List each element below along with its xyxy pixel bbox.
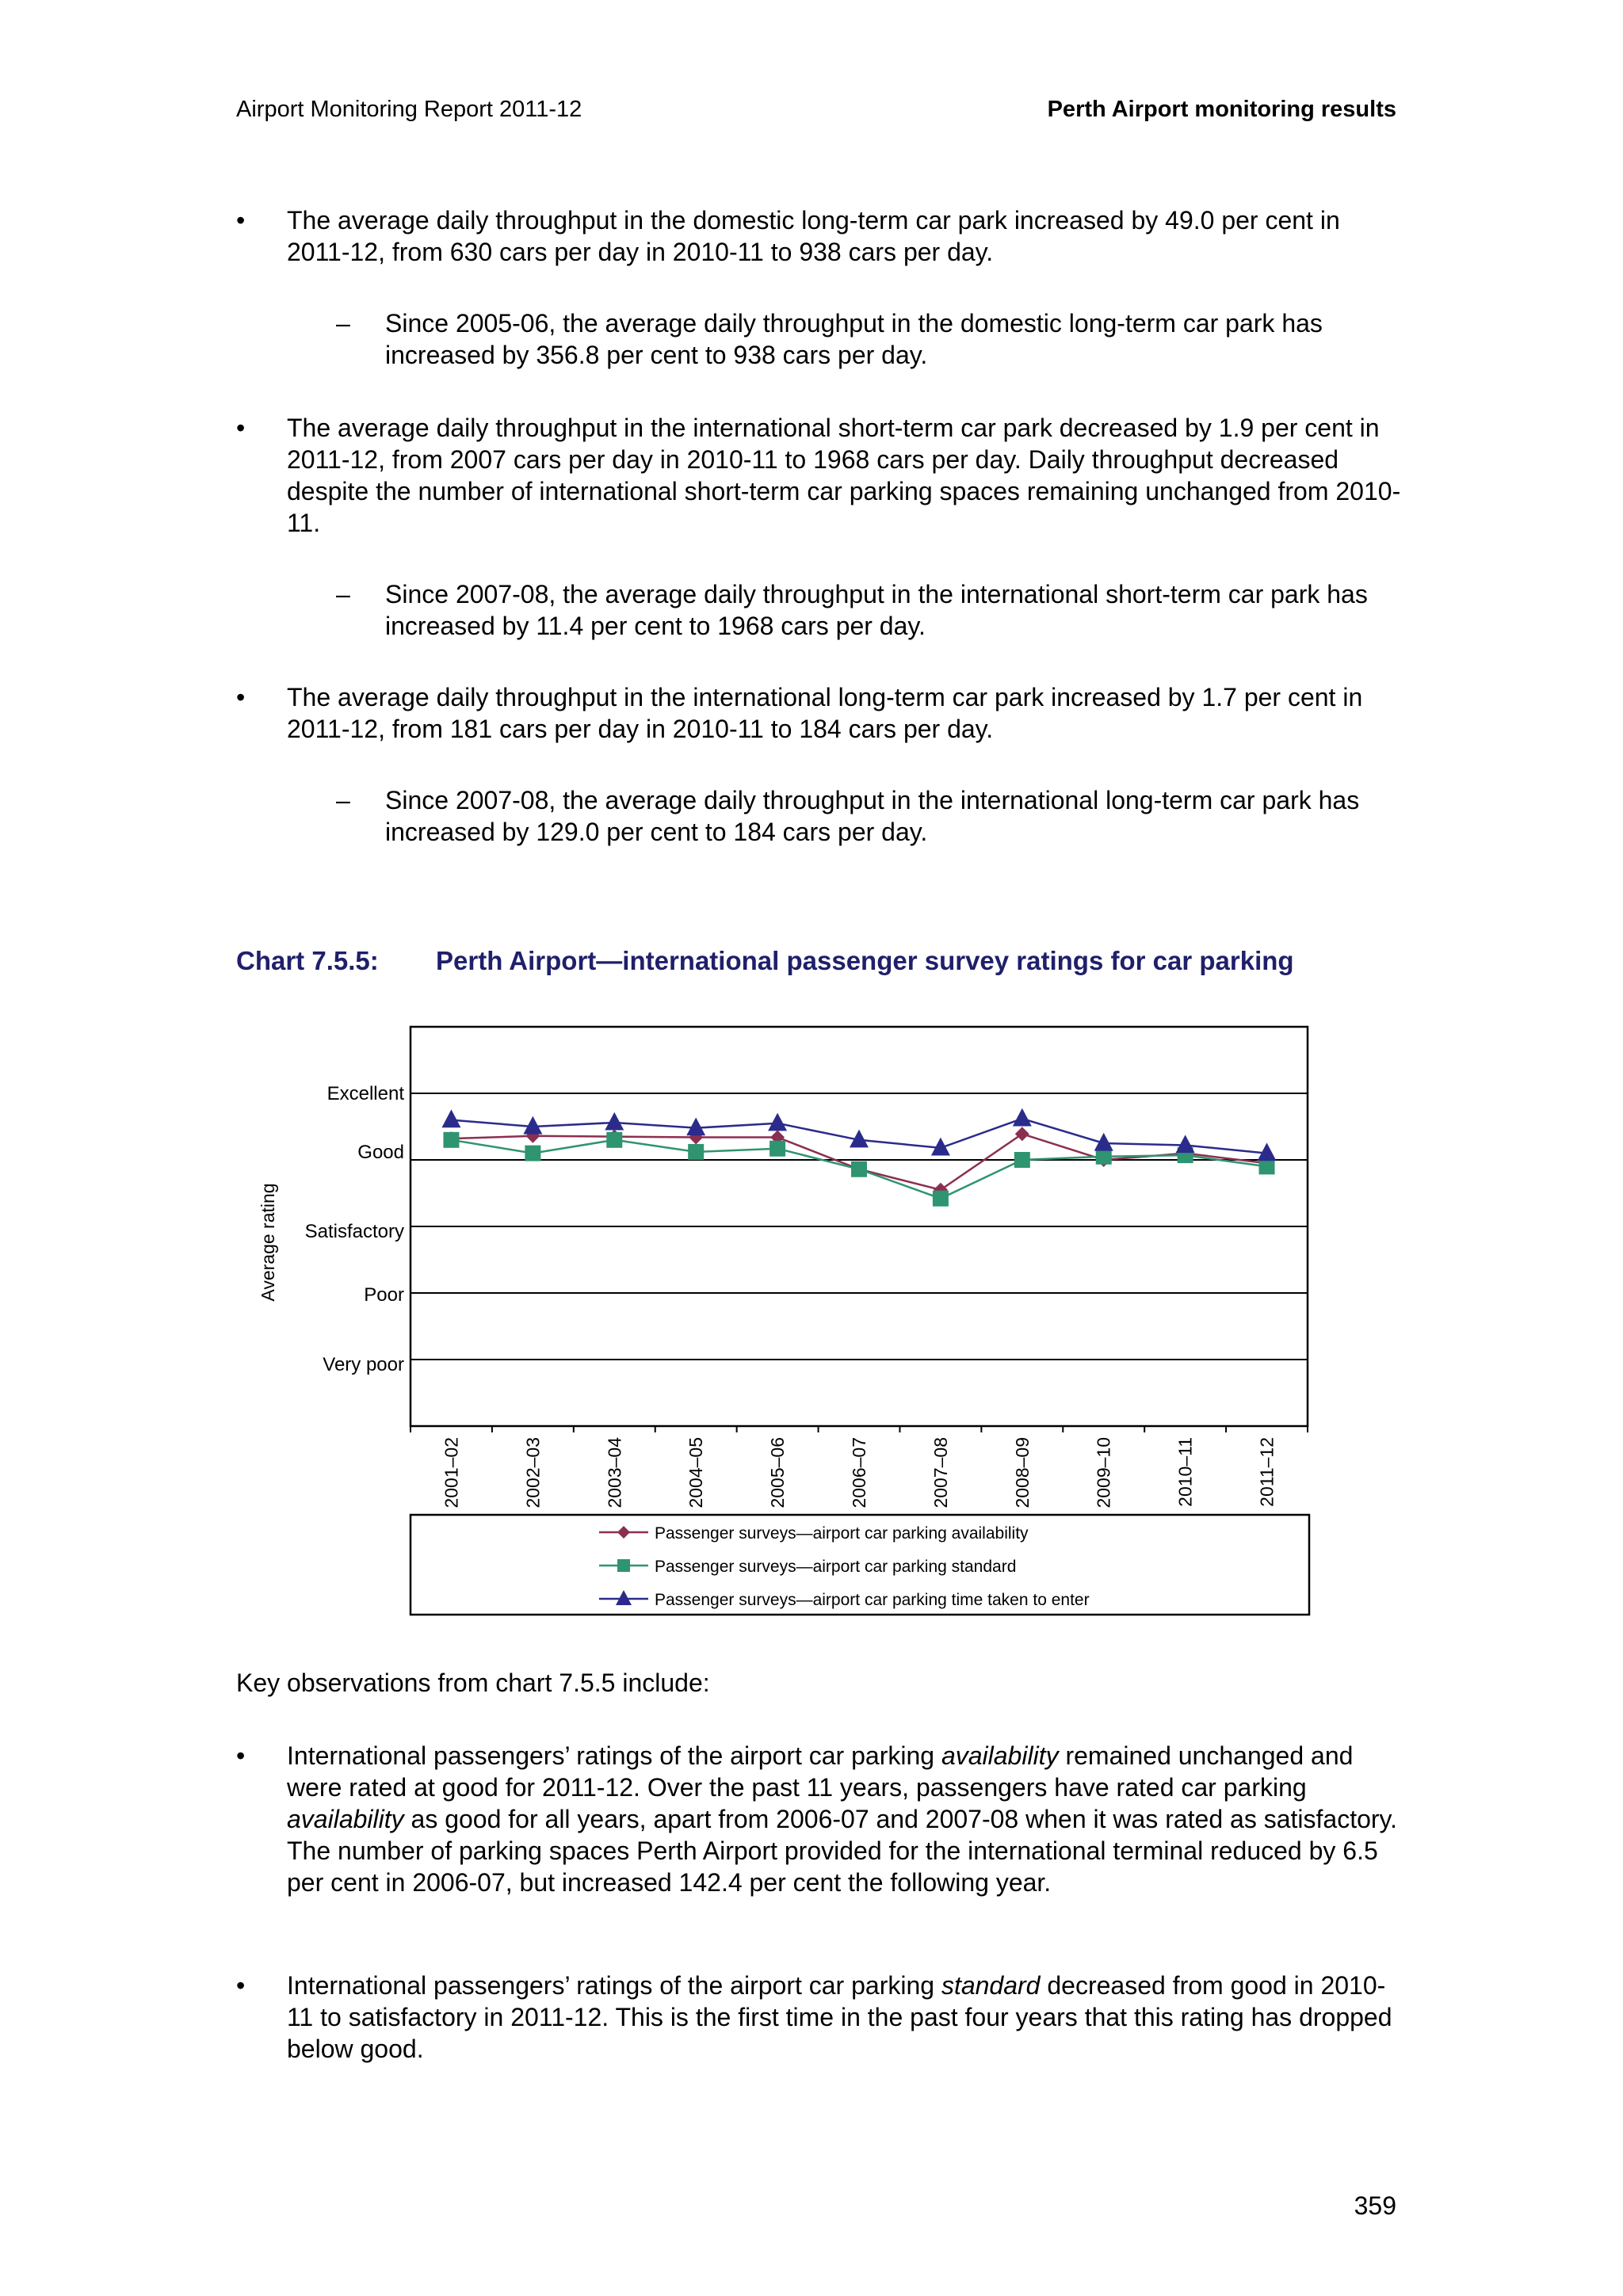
legend-entry <box>599 1590 1090 1609</box>
x-tick-label: 2007–08 <box>930 1437 951 1508</box>
key-observations-intro: Key observations from chart 7.5.5 include: <box>236 1669 710 1697</box>
x-tick-label: 2003–04 <box>604 1437 625 1508</box>
plot-area <box>411 1027 1308 1432</box>
sub-bullet-dash: – <box>336 580 350 608</box>
x-tick-label: 2008–09 <box>1011 1437 1033 1508</box>
data-point <box>1259 1158 1275 1174</box>
y-tick-labels <box>305 1083 405 1375</box>
x-tick-label: 2002–03 <box>522 1437 544 1508</box>
x-tick-label: 2011–12 <box>1256 1437 1277 1507</box>
bullet-dot: • <box>236 206 246 235</box>
y-tick-label: Good <box>357 1142 404 1163</box>
x-tick-label: 2001–02 <box>441 1437 462 1508</box>
data-point <box>769 1141 785 1157</box>
chart-number: Chart 7.5.5: <box>236 946 379 975</box>
bullet-dot: • <box>236 414 246 442</box>
data-point <box>1014 1152 1030 1168</box>
legend-marker <box>617 1559 630 1572</box>
data-point <box>606 1132 622 1148</box>
x-tick-label: 2005–06 <box>767 1437 789 1508</box>
sub-bullet-dash: – <box>336 786 350 814</box>
legend <box>411 1515 1309 1615</box>
data-point <box>933 1191 949 1207</box>
data-point <box>688 1144 704 1160</box>
x-tick-labels <box>441 1437 1277 1508</box>
y-axis-title-group <box>258 1183 278 1301</box>
y-tick-label: Poor <box>364 1284 404 1306</box>
bullet-dot: • <box>236 1971 246 2000</box>
x-tick-label: 2006–07 <box>849 1437 869 1508</box>
y-axis-title: Average rating <box>258 1183 278 1302</box>
x-tick-label: 2009–10 <box>1093 1437 1114 1508</box>
bullet-dot: • <box>236 1741 246 1770</box>
data-point <box>851 1161 867 1177</box>
observation-text: International passengers’ ratings of the airport car parking availability remained unchanged and were rated at good for 2011-12. Over the past 11 years, passengers have rated car parking availability as good for all years, apart from 2006-07 and 2007-08 when it was rated as satisfactory. The number of parking spaces Perth Airport provided for the international terminal reduced by 6.5 per cent in 2006-07, but increased 142.4 per cent the following year. <box>287 1741 1398 1897</box>
legend-entry <box>599 1524 1029 1543</box>
y-tick-label: Satisfactory <box>304 1221 404 1242</box>
data-point <box>443 1132 459 1148</box>
legend-label: Passenger surveys—airport car parking availability <box>655 1524 1029 1543</box>
legend-entry <box>599 1558 1016 1576</box>
chart-title: Perth Airport—international passenger survey ratings for car parking <box>436 946 1294 975</box>
sub-bullet-text: Since 2007-08, the average daily throughput in the international long-term car park has increased by 129.0 per cent to 184 cars per day. <box>385 786 1360 846</box>
legend-label: Passenger surveys—airport car parking standard <box>655 1558 1017 1576</box>
y-tick-label: Very poor <box>323 1354 404 1375</box>
data-point <box>1096 1149 1112 1165</box>
header-report-title: Airport Monitoring Report 2011-12 <box>236 97 582 122</box>
x-tick-label: 2004–05 <box>685 1437 707 1508</box>
x-tick-label: 2010–11 <box>1174 1437 1196 1507</box>
bullet-text: The average daily throughput in the international long-term car park increased by 1.7 per cent in 2011-12, from 181 cars per day in 2010-11 to 184 cars per day. <box>287 683 1363 743</box>
sub-bullet-dash: – <box>336 309 350 338</box>
bullet-dot: • <box>236 683 246 711</box>
y-tick-label: Excellent <box>327 1083 404 1104</box>
page-number: 359 <box>1354 2191 1396 2220</box>
sub-bullet-text: Since 2005-06, the average daily throughput in the domestic long-term car park has increased by 356.8 per cent to 938 cars per day. <box>385 309 1323 369</box>
bullet-text: The average daily throughput in the domestic long-term car park increased by 49.0 per cent in 2011-12, from 630 cars per day in 2010-11 to 938 cars per day. <box>287 206 1340 266</box>
legend-label: Passenger surveys—airport car parking time taken to enter <box>655 1591 1090 1609</box>
observation-text: International passengers’ ratings of the airport car parking standard decreased from good in 2010-11 to satisfactory in 2011-12. This is the first time in the past four years that this rating has dropped below good. <box>287 1971 1392 2063</box>
header-section-title: Perth Airport monitoring results <box>1047 97 1396 122</box>
bullet-text: The average daily throughput in the international short-term car park decreased by 1.9 per cent in 2011-12, from 2007 cars per day in 2010-11 to 1968 cars per day. Daily throughput decreased despite the number of international short-term car parking spaces remaining unchanged from 2010-11. <box>287 414 1401 537</box>
sub-bullet-text: Since 2007-08, the average daily throughput in the international short-term car park has increased by 11.4 per cent to 1968 cars per day. <box>385 580 1368 640</box>
data-point <box>525 1146 540 1161</box>
